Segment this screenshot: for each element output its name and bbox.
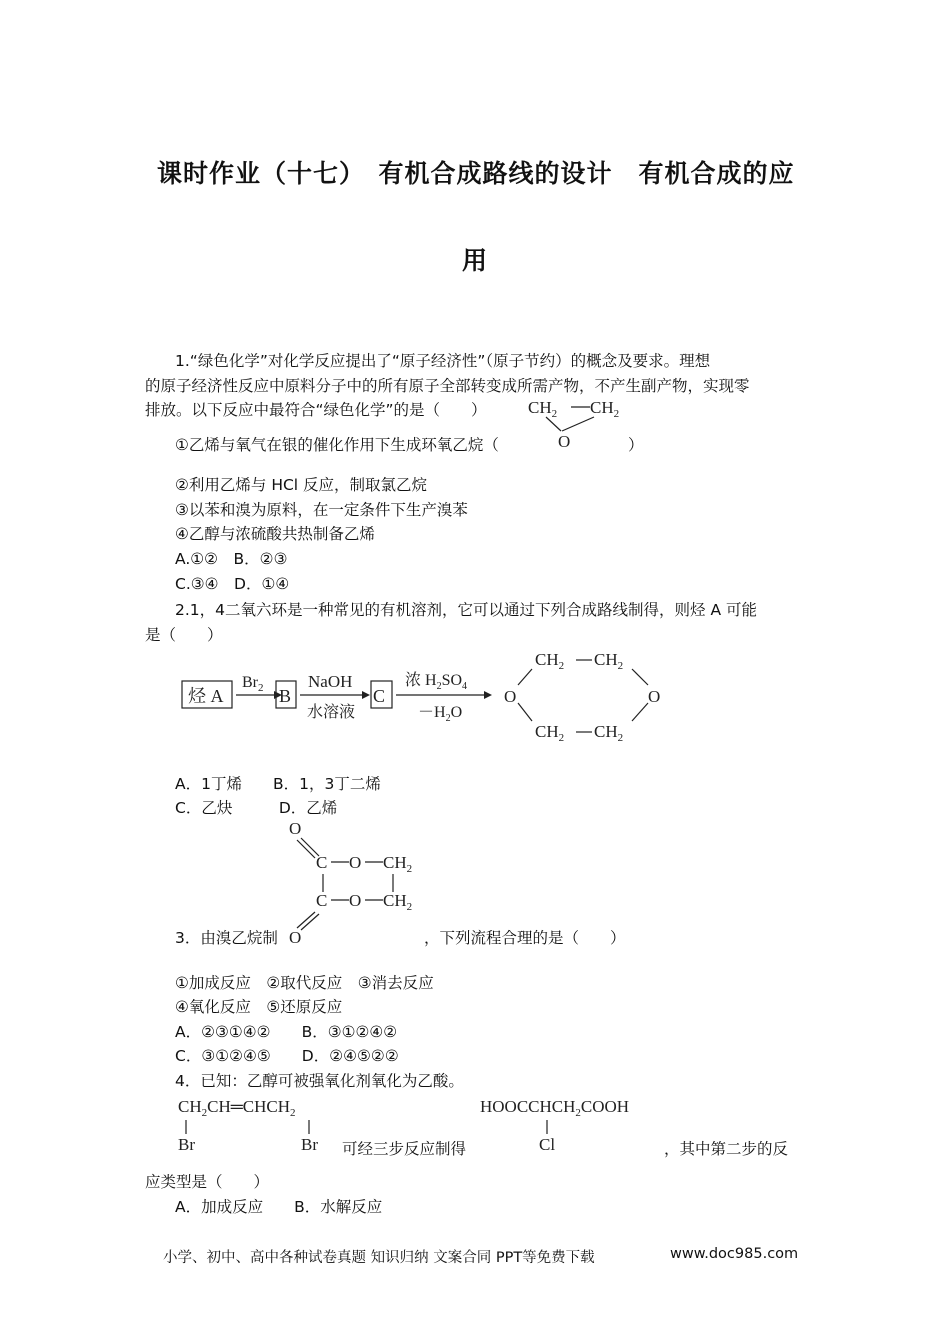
page-title-line2: 用 (462, 246, 489, 275)
q2-options-line2: C．乙炔 D．乙烯 (175, 799, 338, 817)
svg-text:CH2CH═CHCH2: $CH_2CH═CHCH_2$ (178, 1097, 296, 1119)
svg-text:O: O (289, 928, 302, 947)
q4-options-line1: A．加成反应 B．水解反应 (175, 1198, 383, 1216)
q1-item3: ③以苯和溴为原料，在一定条件下生产溴苯 (175, 501, 468, 519)
footer-site-link[interactable]: www.doc985.com (670, 1246, 799, 1262)
q3-options-line2: C．③①②④⑤ D．②④⑤②② (175, 1047, 399, 1065)
svg-text:CH2: $CH_2$ (594, 650, 624, 672)
q3-reactions-line2: ④氧化反应 ⑤还原反应 (175, 998, 343, 1016)
svg-text:CH2: $CH_2$ (383, 891, 413, 913)
svg-text:水溶液: 水溶液 (307, 704, 356, 721)
svg-text:HOOCCHCH2COOH: $HOOCCHCH_2COOH$ (480, 1097, 630, 1119)
q4-stem-line2: 应类型是（ ） (145, 1173, 270, 1191)
dioxane-synthesis-scheme (180, 645, 680, 750)
svg-text:CH2: $CH_2$ (594, 722, 624, 744)
q1-item1-close: ） (628, 436, 644, 454)
svg-text:Br: Br (178, 1135, 195, 1154)
q1-item1: ①乙烯与氧气在银的催化作用下生成环氧乙烷（ (175, 436, 499, 454)
q1-options-line1: A.①② B．②③ (175, 550, 288, 568)
svg-text:CH2: $CH_2$ (535, 650, 565, 672)
q1-stem-line1: 1.“绿色化学”对化学反应提出了“原子经济性”（原子节约）的概念及要求。理想 (175, 352, 711, 370)
q1-stem-line3: 排放。以下反应中最符合“绿色化学”的是（ ） (145, 401, 487, 419)
svg-text:O: O (504, 687, 517, 706)
svg-text:CH2: $CH_2$ (383, 853, 413, 875)
svg-text:NaOH: NaOH (308, 672, 353, 691)
svg-text:O: O (349, 853, 362, 872)
dibromobutene-structure (178, 1092, 358, 1156)
q2-options-line1: A．1丁烯 B．1，3丁二烯 (175, 775, 381, 793)
svg-text:C: C (316, 853, 328, 872)
footer-text: 小学、初中、高中各种试卷真题 知识归纳 文案合同 PPT等免费下载 (163, 1250, 595, 1266)
q3-stem-suffix: ，下列流程合理的是（ ） (424, 929, 626, 947)
q1-item2: ②利用乙烯与 HCl 反应，制取氯乙烷 (175, 476, 428, 494)
svg-text:烃 A: 烃 A (188, 686, 224, 706)
chlorosuccinic-acid-structure (480, 1092, 680, 1156)
svg-text:O: O (289, 819, 302, 838)
svg-text:－H2O: $-H_2O$ (418, 704, 463, 724)
svg-text:O: O (648, 687, 661, 706)
q2-stem-line2: 是（ ） (145, 626, 223, 644)
svg-text:Br: Br (301, 1135, 318, 1154)
cyclic-ester-structure (285, 818, 435, 948)
q4-middle-text: 可经三步反应制得 (342, 1140, 467, 1158)
svg-text:Cl: Cl (539, 1135, 556, 1154)
q1-item4: ④乙醇与浓硫酸共热制备乙烯 (175, 525, 375, 543)
svg-text:CH2: $CH_2$ (535, 722, 565, 744)
q4-stem: 4．已知：乙醇可被强氧化剂氧化为乙酸。 (175, 1072, 464, 1090)
svg-text:CH2: $CH_2$ (528, 398, 558, 420)
svg-text:CH2: $CH_2$ (590, 398, 620, 420)
q3-reactions-line1: ①加成反应 ②取代反应 ③消去反应 (175, 974, 434, 992)
page-title-line1: 课时作业（十七） 有机合成路线的设计 有机合成的应 (157, 159, 795, 188)
epoxide-structure (528, 395, 638, 455)
q3-stem-prefix: 3．由溴乙烷制 (175, 929, 278, 947)
q2-stem-line1: 2.1，4二氧六环是一种常见的有机溶剂，它可以通过下列合成路线制得，则烃 A 可能 (175, 601, 757, 619)
svg-text:Br2: $Br_2$ (242, 674, 264, 694)
svg-text:C: C (373, 686, 386, 706)
svg-text:B: B (279, 686, 292, 706)
q1-options-line2: C.③④ D．①④ (175, 575, 290, 593)
q4-tail: ，其中第二步的反 (664, 1140, 789, 1158)
svg-text:O: O (558, 432, 571, 451)
q3-options-line1: A．②③①④② B．③①②④② (175, 1023, 398, 1041)
svg-text:C: C (316, 891, 328, 910)
q1-stem-line2: 的原子经济性反应中原料分子中的所有原子全部转变成所需产物，不产生副产物，实现零 (145, 377, 750, 395)
svg-text:浓 H2SO4: 浓 $H_2SO_4$ (405, 672, 468, 692)
svg-text:O: O (349, 891, 362, 910)
